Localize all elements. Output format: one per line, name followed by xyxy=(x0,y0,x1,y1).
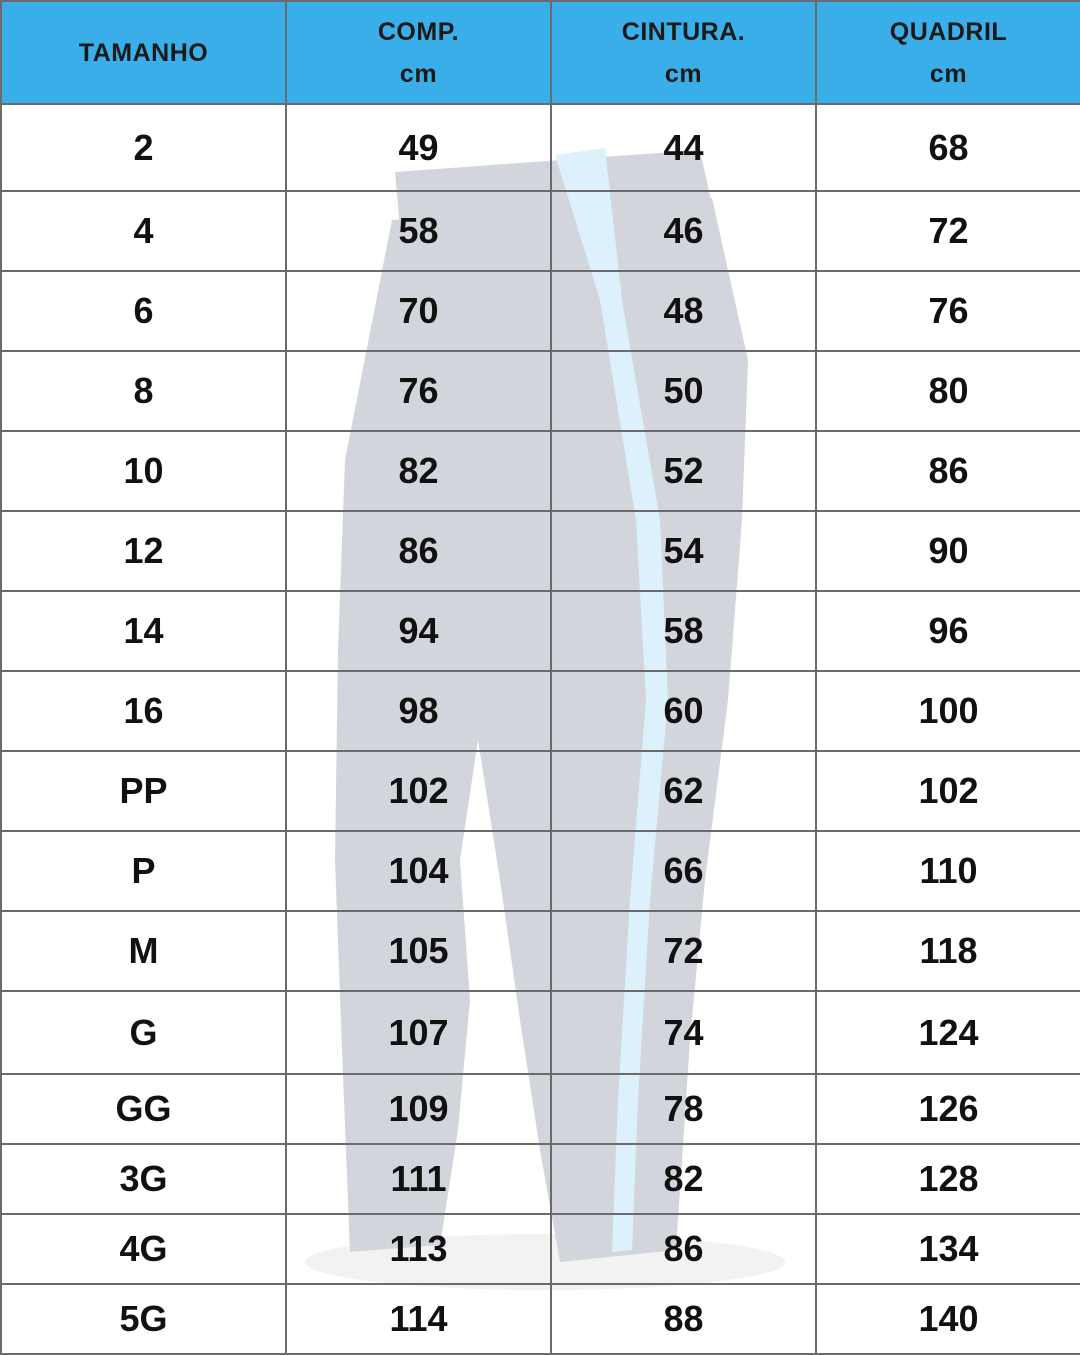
column-header-tamanho xyxy=(1,1,286,104)
table-row xyxy=(1,1144,1080,1214)
size-cell: 12 xyxy=(1,511,286,591)
table-row xyxy=(1,911,1080,991)
quadril-cell: 90 xyxy=(816,511,1080,591)
quadril-cell: 72 xyxy=(816,191,1080,271)
comp-cell: 102 xyxy=(286,751,551,831)
column-header-cintura xyxy=(551,1,816,104)
quadril-cell: 126 xyxy=(816,1074,1080,1144)
table-row xyxy=(1,271,1080,351)
table-row xyxy=(1,191,1080,271)
quadril-cell: 140 xyxy=(816,1284,1080,1354)
size-cell: P xyxy=(1,831,286,911)
column-header-comp xyxy=(286,1,551,104)
table-row xyxy=(1,991,1080,1074)
table-row xyxy=(1,831,1080,911)
cintura-cell: 48 xyxy=(551,271,816,351)
size-cell: 5G xyxy=(1,1284,286,1354)
quadril-cell: 96 xyxy=(816,591,1080,671)
column-title: CINTURA. xyxy=(621,17,746,46)
size-cell: GG xyxy=(1,1074,286,1144)
size-cell: 4G xyxy=(1,1214,286,1284)
quadril-cell: 80 xyxy=(816,351,1080,431)
comp-cell: 107 xyxy=(286,991,551,1074)
comp-cell: 113 xyxy=(286,1214,551,1284)
table-row xyxy=(1,351,1080,431)
quadril-cell: 100 xyxy=(816,671,1080,751)
cintura-cell: 54 xyxy=(551,511,816,591)
table-row xyxy=(1,104,1080,191)
comp-cell: 111 xyxy=(286,1144,551,1214)
quadril-cell: 68 xyxy=(816,104,1080,191)
table-row xyxy=(1,1074,1080,1144)
size-cell: 6 xyxy=(1,271,286,351)
size-cell: 2 xyxy=(1,104,286,191)
comp-cell: 49 xyxy=(286,104,551,191)
column-unit: cm xyxy=(664,59,703,88)
table-row xyxy=(1,671,1080,751)
quadril-cell: 102 xyxy=(816,751,1080,831)
quadril-cell: 86 xyxy=(816,431,1080,511)
size-cell: 16 xyxy=(1,671,286,751)
quadril-cell: 118 xyxy=(816,911,1080,991)
comp-cell: 76 xyxy=(286,351,551,431)
column-title: TAMANHO xyxy=(78,38,209,67)
comp-cell: 104 xyxy=(286,831,551,911)
header-row xyxy=(1,1,1080,104)
size-cell: 14 xyxy=(1,591,286,671)
comp-cell: 98 xyxy=(286,671,551,751)
size-cell: M xyxy=(1,911,286,991)
cintura-cell: 66 xyxy=(551,831,816,911)
table-row xyxy=(1,1284,1080,1354)
table-body xyxy=(1,104,1080,1354)
column-title: COMP. xyxy=(377,17,460,46)
column-header-quadril xyxy=(816,1,1080,104)
quadril-cell: 134 xyxy=(816,1214,1080,1284)
table-row xyxy=(1,591,1080,671)
size-cell: 3G xyxy=(1,1144,286,1214)
quadril-cell: 128 xyxy=(816,1144,1080,1214)
size-cell: 10 xyxy=(1,431,286,511)
comp-cell: 58 xyxy=(286,191,551,271)
cintura-cell: 52 xyxy=(551,431,816,511)
quadril-cell: 110 xyxy=(816,831,1080,911)
comp-cell: 114 xyxy=(286,1284,551,1354)
comp-cell: 94 xyxy=(286,591,551,671)
table-row xyxy=(1,1214,1080,1284)
table-row xyxy=(1,751,1080,831)
column-title: QUADRIL xyxy=(889,17,1008,46)
quadril-cell: 76 xyxy=(816,271,1080,351)
cintura-cell: 46 xyxy=(551,191,816,271)
comp-cell: 70 xyxy=(286,271,551,351)
cintura-cell: 60 xyxy=(551,671,816,751)
cintura-cell: 62 xyxy=(551,751,816,831)
cintura-cell: 58 xyxy=(551,591,816,671)
cintura-cell: 74 xyxy=(551,991,816,1074)
cintura-cell: 72 xyxy=(551,911,816,991)
comp-cell: 82 xyxy=(286,431,551,511)
size-cell: G xyxy=(1,991,286,1074)
comp-cell: 105 xyxy=(286,911,551,991)
comp-cell: 86 xyxy=(286,511,551,591)
size-cell: PP xyxy=(1,751,286,831)
column-unit: cm xyxy=(399,59,438,88)
cintura-cell: 88 xyxy=(551,1284,816,1354)
cintura-cell: 44 xyxy=(551,104,816,191)
column-unit: cm xyxy=(929,59,968,88)
cintura-cell: 86 xyxy=(551,1214,816,1284)
size-cell: 4 xyxy=(1,191,286,271)
size-cell: 8 xyxy=(1,351,286,431)
cintura-cell: 78 xyxy=(551,1074,816,1144)
table-row xyxy=(1,511,1080,591)
quadril-cell: 124 xyxy=(816,991,1080,1074)
cintura-cell: 82 xyxy=(551,1144,816,1214)
cintura-cell: 50 xyxy=(551,351,816,431)
comp-cell: 109 xyxy=(286,1074,551,1144)
table-row xyxy=(1,431,1080,511)
